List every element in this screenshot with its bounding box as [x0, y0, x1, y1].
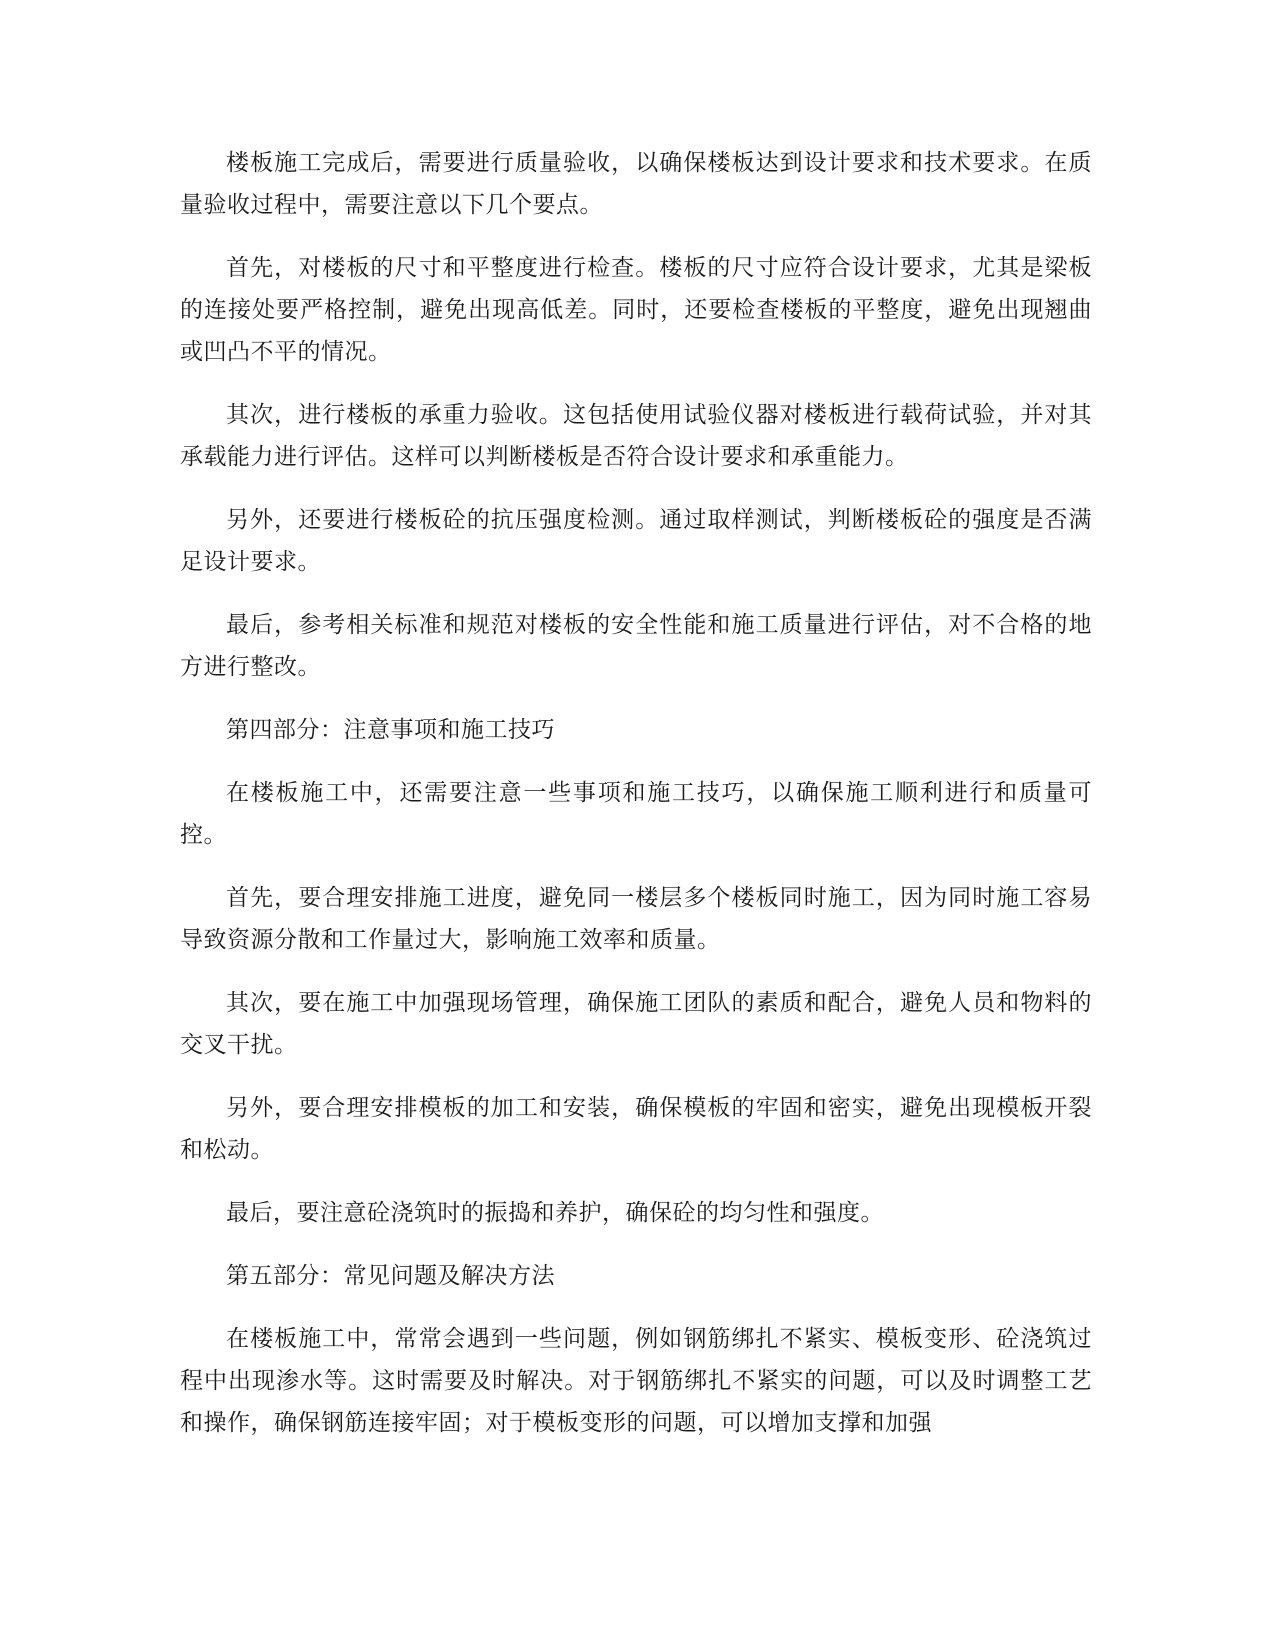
paragraph-size-flatness-check: 首先，对楼板的尺寸和平整度进行检查。楼板的尺寸应符合设计要求，尤其是梁板的连接处要严格控制，避免出现高低差。同时，还要检查楼板的平整度，避免出现翘曲或凹凸不平的情况。: [180, 255, 1092, 365]
paragraph-formwork-installation: 另外，要合理安排模板的加工和安装，确保模板的牢固和密实，避免出现模板开裂和松动。: [180, 1095, 1092, 1163]
paragraph-concrete-curing: 最后，要注意砼浇筑时的振捣和养护，确保砼的均匀性和强度。: [226, 1200, 884, 1226]
section-heading-part-five: 第五部分：常见问题及解决方法: [226, 1263, 555, 1289]
section-heading-part-four: 第四部分：注意事项和施工技巧: [226, 717, 555, 743]
document-body: [180, 142, 1092, 1465]
paragraph-quality-acceptance-intro: 楼板施工完成后，需要进行质量验收，以确保楼板达到设计要求和技术要求。在质量验收过程中，需要注意以下几个要点。: [180, 150, 1092, 218]
paragraph-schedule-planning: 首先，要合理安排施工进度，避免同一楼层多个楼板同时施工，因为同时施工容易导致资源分散和工作量过大，影响施工效率和质量。: [180, 885, 1092, 953]
paragraph-common-problems: 在楼板施工中，常常会遇到一些问题，例如钢筋绑扎不紧实、模板变形、砼浇筑过程中出现渗水等。这时需要及时解决。对于钢筋绑扎不紧实的问题，可以及时调整工艺和操作，确保钢筋连接牢固；对于模板变形的问题，可以增加支撑和加强: [180, 1326, 1092, 1436]
paragraph-load-bearing-acceptance: 其次，进行楼板的承重力验收。这包括使用试验仪器对楼板进行载荷试验，并对其承载能力进行评估。这样可以判断楼板是否符合设计要求和承重能力。: [180, 402, 1092, 470]
paragraph-site-management: 其次，要在施工中加强现场管理，确保施工团队的素质和配合，避免人员和物料的交叉干扰。: [180, 990, 1092, 1058]
paragraph-notes-intro: 在楼板施工中，还需要注意一些事项和施工技巧，以确保施工顺利进行和质量可控。: [180, 780, 1092, 848]
paragraph-compressive-strength: 另外，还要进行楼板砼的抗压强度检测。通过取样测试，判断楼板砼的强度是否满足设计要求。: [180, 507, 1092, 575]
paragraph-standards-evaluation: 最后，参考相关标准和规范对楼板的安全性能和施工质量进行评估，对不合格的地方进行整改。: [180, 612, 1092, 680]
